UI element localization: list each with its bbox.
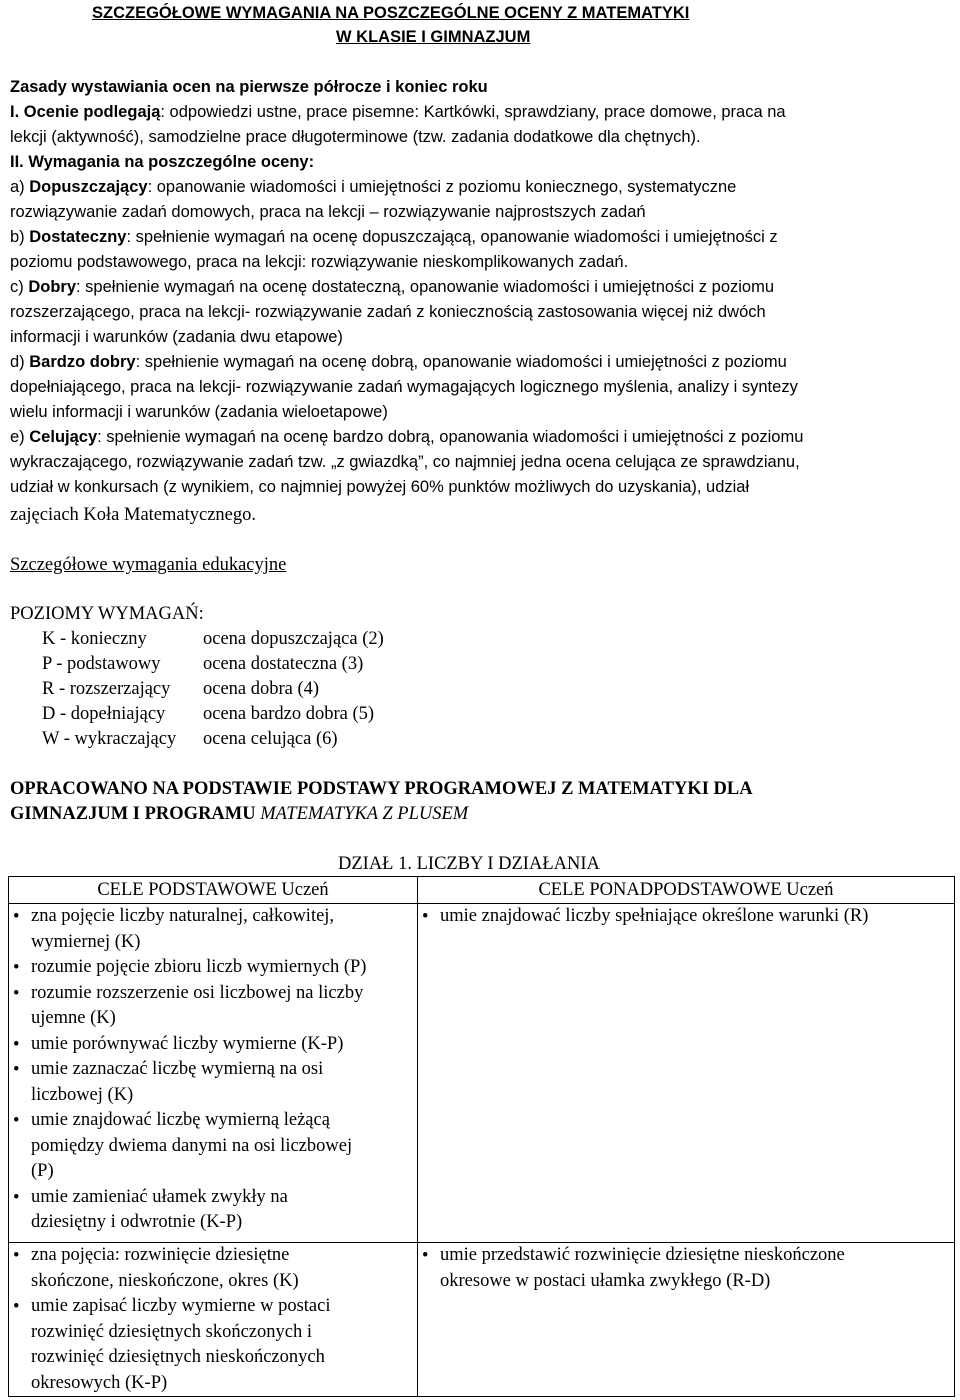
requirement-item	[9, 904, 417, 955]
grade-c-line3: informacji i warunków (zadania dwu etapowe)	[10, 328, 343, 346]
grade-d-prefix: d)	[10, 353, 30, 371]
requirement-item	[418, 1243, 954, 1294]
grade-a-prefix: a)	[10, 178, 30, 196]
grade-a-line2: rozwiązywanie zadań domowych, praca na lekcji – rozwiązywanie najprostszych zadań	[10, 203, 646, 221]
requirement-text: rozwinięć dziesiętnych nieskończonych	[31, 1347, 325, 1367]
basis-line2	[10, 804, 468, 825]
grade-e-line1	[10, 428, 803, 447]
requirement-text: (P)	[31, 1161, 54, 1181]
bullet-icon: •	[13, 958, 20, 978]
requirement-item	[9, 1032, 417, 1058]
level-grade: ocena celująca (6)	[203, 729, 338, 749]
requirement-text: wymiernej (K)	[31, 931, 141, 952]
requirement-item	[9, 1185, 417, 1236]
requirements-table	[8, 876, 955, 1397]
grade-a-line1-text: : opanowanie wiadomości i umiejętności z poziomu koniecznego, systematyczne	[147, 178, 737, 196]
requirement-text: umie przedstawić rozwinięcie dziesiętne nieskończone	[440, 1245, 845, 1265]
document-title-line1: SZCZEGÓŁOWE WYMAGANIA NA POSZCZEGÓLNE OCENY Z MATEMATYKI	[92, 4, 690, 22]
requirement-item	[9, 1294, 417, 1396]
grade-b-prefix: b)	[10, 228, 30, 246]
table-header-row	[9, 877, 955, 904]
grade-e-line1-text: : spełnienie wymagań na ocenę bardzo dobrą, opanowania wiadomości i umiejętności z poziomu	[97, 428, 804, 446]
grade-d-name: Bardzo dobry	[29, 353, 136, 371]
level-grade: ocena dostateczna (3)	[203, 654, 364, 674]
grade-d-line1	[10, 353, 787, 372]
grade-c-name: Dobry	[28, 278, 77, 296]
section-1-line2: lekcji (aktywność), samodzielne prace długoterminowe (tzw. zadania dodatkowe dla chętnych).	[10, 128, 701, 146]
grade-d-line1-text: : spełnienie wymagań na ocenę dobrą, opanowanie wiadomości i umiejętności z poziomu	[135, 353, 787, 371]
level-row	[42, 704, 165, 725]
row1-advanced-cell	[418, 904, 955, 1243]
requirement-item	[9, 1057, 417, 1108]
grade-b-line2: poziomu podstawowego, praca na lekcji: rozwiązywanie nieskomplikowanych zadań.	[10, 253, 629, 271]
bullet-icon: •	[13, 1297, 20, 1317]
level-row	[42, 729, 176, 750]
section-1-line1-text: : odpowiedzi ustne, prace pisemne: Kartkówki, sprawdziany, prace domowe, praca na	[160, 103, 786, 121]
chapter-title: DZIAŁ 1. LICZBY I DZIAŁANIA	[338, 854, 600, 874]
grade-c-line1-text: : spełnienie wymagań na ocenę dostateczną, opanowanie wiadomości i umiejętności z poziomu	[76, 278, 775, 296]
level-code: P - podstawowy	[42, 654, 161, 674]
level-code: D - dopełniający	[42, 704, 166, 724]
requirement-text: dziesiętny i odwrotnie (K-P)	[31, 1212, 243, 1232]
column-header-basic: CELE PODSTAWOWE Uczeń	[9, 877, 418, 904]
edu-requirements-heading: Szczegółowe wymagania edukacyjne	[10, 555, 287, 575]
requirement-item	[9, 1108, 417, 1185]
requirement-text: rozwinięć dziesiętnych skończonych i	[31, 1321, 312, 1342]
requirement-item	[9, 981, 417, 1032]
level-grade: ocena dopuszczająca (2)	[203, 629, 384, 649]
requirement-text: umie zamieniać ułamek zwykły na	[31, 1186, 288, 1207]
requirement-text: liczbowej (K)	[31, 1084, 134, 1105]
requirement-item	[9, 1243, 417, 1294]
basis-line1: OPRACOWANO NA PODSTAWIE PODSTAWY PROGRAMOWEJ Z MATEMATYKI DLA	[10, 779, 753, 799]
section-1-line1	[10, 103, 786, 122]
basis-program-name: MATEMATYKA Z PLUSEM	[260, 804, 469, 824]
level-row	[42, 679, 170, 700]
requirement-item	[9, 955, 417, 981]
bullet-icon: •	[13, 1034, 20, 1055]
level-code: W - wykraczający	[42, 729, 177, 749]
levels-heading: POZIOMY WYMAGAŃ:	[10, 604, 204, 624]
requirement-text: umie znajdować liczbę wymierną leżącą	[31, 1110, 330, 1130]
grade-e-line2: wykraczającego, rozwiązywanie zadań tzw. „z gwiazdką”, co najmniej jedna ocena celująca ze sprawdzianu,	[10, 453, 800, 471]
grade-c-line1	[10, 278, 774, 297]
grade-e-line3: udział w konkursach (z wynikiem, co najmniej powyżej 60% punktów możliwych do uzyskania), udział	[10, 478, 750, 496]
requirement-text: umie zaznaczać liczbę wymierną na osi	[31, 1059, 324, 1079]
requirement-text: zna pojęcie liczby naturalnej, całkowitej,	[31, 906, 335, 926]
level-grade: ocena bardzo dobra (5)	[203, 704, 375, 724]
grade-e-prefix: e)	[10, 428, 30, 446]
grade-d-line2: dopełniającego, praca na lekcji- rozwiązywanie zadań wymagających logicznego myślenia, analizy i syntezy	[10, 378, 798, 396]
bullet-icon: •	[422, 1246, 429, 1266]
basis-line2-text: GIMNAZJUM I PROGRAMU	[10, 804, 261, 824]
requirement-text: umie zapisać liczby wymierne w postaci	[31, 1296, 331, 1316]
requirement-text: okresowych (K-P)	[31, 1372, 168, 1393]
document-title-line2: W KLASIE I GIMNAZJUM	[336, 28, 531, 46]
requirement-text: rozumie pojęcie zbioru liczb wymiernych (P)	[31, 957, 367, 977]
level-row	[42, 654, 161, 675]
level-code: R - rozszerzający	[42, 679, 171, 699]
row1-basic-cell	[9, 904, 418, 1243]
grade-b-name: Dostateczny	[29, 228, 127, 246]
rules-heading: Zasady wystawiania ocen na pierwsze półrocze i koniec roku	[10, 78, 488, 96]
bullet-icon: •	[13, 1060, 20, 1080]
bullet-icon: •	[422, 907, 429, 927]
grade-b-line1-text: : spełnienie wymagań na ocenę dopuszczającą, opanowanie wiadomości i umiejętności z	[126, 228, 778, 246]
bullet-icon: •	[13, 983, 20, 1004]
requirement-text: umie porównywać liczby wymierne (K-P)	[31, 1033, 344, 1054]
requirement-text: ujemne (K)	[31, 1008, 116, 1028]
requirement-text: zna pojęcia: rozwinięcie dziesiętne	[31, 1245, 290, 1265]
requirement-text: rozumie rozszerzenie osi liczbowej na liczby	[31, 982, 364, 1003]
grade-d-line3: wielu informacji i warunków (zadania wieloetapowe)	[10, 403, 388, 421]
level-row	[42, 629, 147, 650]
requirement-text: umie znajdować liczby spełniające określone warunki (R)	[440, 906, 869, 926]
grade-c-line2: rozszerzającego, praca na lekcji- rozwiązywanie zadań z koniecznością zastosowania więcej niż dwóch	[10, 303, 766, 321]
section-1-lead: I. Ocenie podlegają	[10, 103, 161, 121]
grade-a-line1	[10, 178, 736, 197]
level-code: K - konieczny	[42, 629, 147, 649]
column-header-advanced: CELE PONADPODSTAWOWE Uczeń	[418, 877, 955, 904]
section-2-heading: II. Wymagania na poszczególne oceny:	[10, 153, 315, 171]
grade-a-name: Dopuszczający	[29, 178, 148, 196]
table-row	[9, 1243, 955, 1397]
requirement-text: skończone, nieskończone, okres (K)	[31, 1270, 299, 1291]
row2-advanced-cell	[418, 1243, 955, 1397]
table-row	[9, 904, 955, 1243]
grade-e-line4: zajęciach Koła Matematycznego.	[10, 505, 257, 525]
grade-b-line1	[10, 228, 778, 247]
row2-basic-cell	[9, 1243, 418, 1397]
bullet-icon: •	[13, 907, 20, 927]
bullet-icon: •	[13, 1111, 20, 1131]
bullet-icon: •	[13, 1246, 20, 1266]
grade-c-prefix: c)	[10, 278, 29, 296]
bullet-icon: •	[13, 1187, 20, 1208]
grade-e-name: Celujący	[29, 428, 98, 446]
requirement-text: pomiędzy dwiema danymi na osi liczbowej	[31, 1135, 353, 1156]
level-grade: ocena dobra (4)	[203, 679, 320, 699]
requirement-text: okresowe w postaci ułamka zwykłego (R-D)	[440, 1270, 771, 1291]
requirement-item	[418, 904, 954, 930]
